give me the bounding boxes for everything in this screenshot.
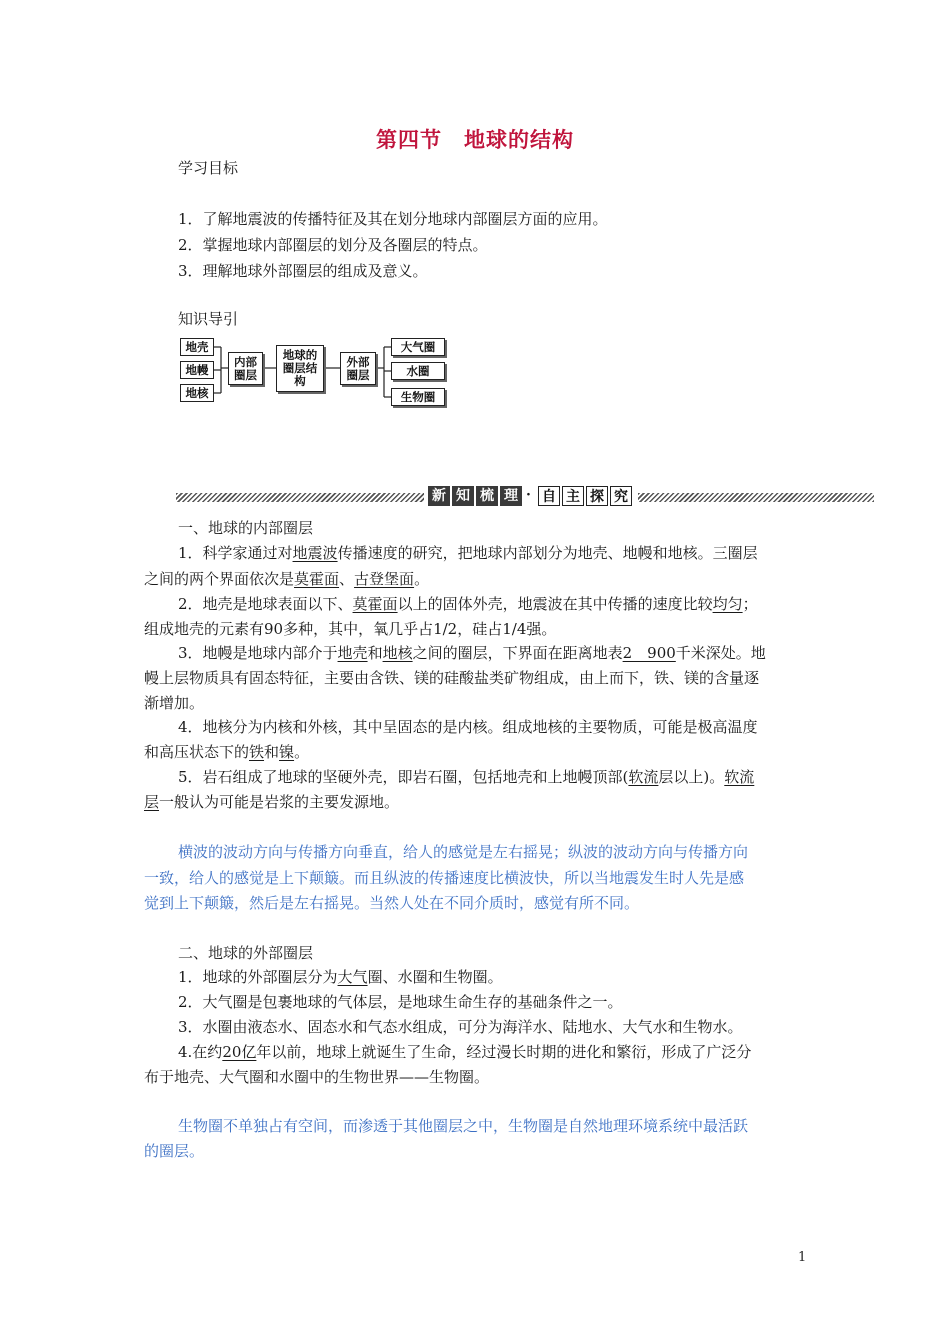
text: 。: [414, 570, 430, 588]
text: 以上的固体外壳，地震波在其中传播的速度比较: [397, 595, 713, 613]
paragraph-line: [144, 739, 309, 765]
text: 之间的圈层，下界面在距离地表: [412, 644, 623, 662]
paragraph-line: [178, 591, 758, 617]
note-line: 一致，给人的感觉是上下颠簸。而且纵波的传播速度比横波快，所以当地震发生时人先是感: [144, 869, 745, 887]
answer-blank: 镍: [279, 743, 295, 761]
answer-blank: 均匀: [712, 595, 743, 613]
answer-blank: 地震波: [292, 544, 338, 562]
banner-tag-self-study: [538, 486, 632, 506]
diagram-box-earth-structure: 地球的圈层结构: [276, 345, 324, 392]
diagram-box-crust: 地壳: [180, 338, 214, 356]
knowledge-diagram: [180, 337, 450, 411]
diagram-box-mantle: 地幔: [180, 361, 214, 379]
paragraph-line: 渐增加。: [144, 694, 205, 712]
section-banner: [176, 486, 874, 508]
objectives-label: 学习目标: [178, 159, 239, 177]
paragraph-line: 幔上层物质具有固态特征，主要由含铁、镁的硅酸盐类矿物组成，由上而下，铁、镁的含量逐: [144, 669, 760, 687]
text: 和高压状态下的: [144, 743, 250, 761]
text: 千米深处。地: [675, 644, 766, 662]
answer-blank: 铁: [249, 743, 265, 761]
note-line: 的圈层。: [144, 1142, 205, 1160]
diagram-box-atmosphere: 大气圈: [391, 338, 445, 356]
diagram-box-outer-spheres: 外部圈层: [340, 352, 376, 385]
text: 1．科学家通过对: [178, 544, 293, 562]
objective-item: 2．掌握地球内部圈层的划分及各圈层的特点。: [178, 236, 488, 254]
text: 层以上)。: [658, 768, 725, 786]
text: 4.在约: [178, 1043, 223, 1061]
paragraph-line: [178, 640, 766, 666]
objective-item: 3．理解地球外部圈层的组成及意义。: [178, 262, 428, 280]
paragraph-line: [178, 764, 754, 790]
text: ；: [742, 595, 758, 613]
banner-dot: ·: [526, 487, 531, 503]
text: 3．地幔是地球内部介于: [178, 644, 338, 662]
answer-blank: 20亿: [222, 1043, 257, 1061]
text: 5．岩石组成了地球的坚硬外壳，即岩石圈，包括地壳和上地幔顶部(: [178, 768, 629, 786]
answer-blank: 软流: [628, 768, 659, 786]
banner-char: 知: [452, 486, 474, 506]
diagram-box-hydrosphere: 水圈: [391, 362, 445, 380]
text: 。: [294, 743, 310, 761]
note-line: 生物圈不单独占有空间，而渗透于其他圈层之中，生物圈是自然地理环境系统中最活跃: [178, 1117, 749, 1135]
paragraph-line: [144, 566, 429, 592]
paragraph-line: 2．大气圈是包裹地球的气体层，是地球生命生存的基础条件之一。: [178, 993, 623, 1011]
text: 1．地球的外部圈层分为: [178, 968, 338, 986]
answer-blank: 软流: [724, 768, 755, 786]
paragraph-line: 布于地壳、大气圈和水圈中的生物世界——生物圈。: [144, 1068, 490, 1086]
text: 一般认为可能是岩浆的主要发源地。: [159, 793, 400, 811]
answer-blank: 大气: [337, 968, 368, 986]
page-title: 第四节 地球的结构: [376, 128, 574, 152]
answer-blank: 地壳: [337, 644, 368, 662]
diagram-box-inner-spheres: 内部圈层: [228, 352, 263, 385]
answer-blank: 2 900: [622, 644, 676, 662]
note-line: 横波的波动方向与传播方向垂直，给人的感觉是左右摇晃；纵波的波动方向与传播方向: [178, 843, 749, 861]
banner-char: 究: [610, 486, 632, 506]
banner-char: 主: [562, 486, 584, 506]
text: 和: [264, 743, 280, 761]
paragraph-line: 4．地核分为内核和外核，其中呈固态的是内核。组成地核的主要物质，可能是极高温度: [178, 718, 758, 736]
answer-blank: 层: [144, 793, 160, 811]
text: 年以前，地球上就诞生了生命，经过漫长时期的进化和繁衍，形成了广泛分: [256, 1043, 752, 1061]
paragraph-line: [178, 964, 503, 990]
section-heading: 一、地球的内部圈层: [178, 519, 314, 537]
text: 2．地壳是地球表面以下、: [178, 595, 353, 613]
text: 和: [367, 644, 383, 662]
diagram-box-biosphere: 生物圈: [391, 388, 445, 406]
objective-item: 1．了解地震波的传播特征及其在划分地球内部圈层方面的应用。: [178, 210, 608, 228]
answer-blank: 古登堡面: [354, 570, 415, 588]
page-number: 1: [798, 1250, 807, 1265]
banner-hatch-left: [176, 493, 424, 502]
banner-tag-new-knowledge: [428, 486, 522, 506]
paragraph-line: 组成地壳的元素有90多种，其中，氧几乎占1/2，硅占1/4强。: [144, 620, 557, 638]
text: 传播速度的研究，把地球内部划分为地壳、地幔和地核。三圈层: [337, 544, 758, 562]
paragraph-line: [144, 789, 399, 815]
banner-char: 新: [428, 486, 450, 506]
banner-char: 自: [538, 486, 560, 506]
text: 之间的两个界面依次是: [144, 570, 295, 588]
text: 、: [339, 570, 355, 588]
text: 圈、水圈和生物圈。: [367, 968, 503, 986]
section-heading: 二、地球的外部圈层: [178, 944, 314, 962]
paragraph-line: 3．水圈由液态水、固态水和气态水组成，可分为海洋水、陆地水、大气水和生物水。: [178, 1018, 743, 1036]
banner-char: 梳: [476, 486, 498, 506]
answer-blank: 莫霍面: [352, 595, 398, 613]
paragraph-line: [178, 1039, 751, 1065]
diagram-box-core: 地核: [180, 384, 214, 402]
answer-blank: 莫霍面: [294, 570, 340, 588]
banner-char: 探: [586, 486, 608, 506]
guide-label: 知识导引: [178, 310, 239, 328]
banner-char: 理: [500, 486, 522, 506]
answer-blank: 地核: [382, 644, 413, 662]
note-line: 觉到上下颠簸，然后是左右摇晃。当然人处在不同介质时，感觉有所不同。: [144, 894, 640, 912]
banner-hatch-right: [638, 493, 874, 502]
paragraph-line: [178, 540, 758, 566]
